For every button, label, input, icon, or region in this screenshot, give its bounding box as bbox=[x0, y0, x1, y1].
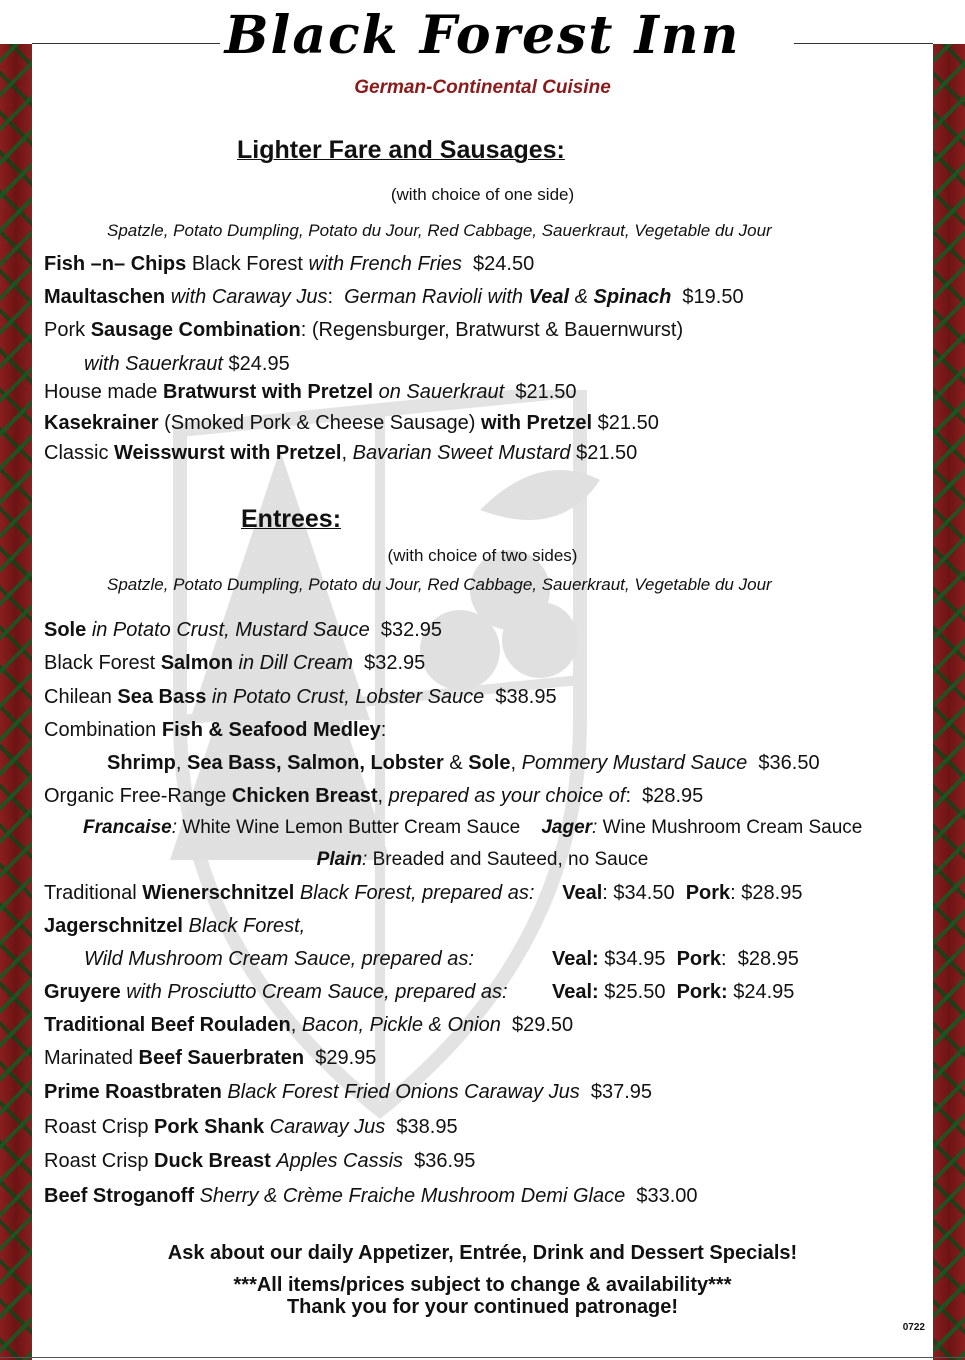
menu-item: Roast Crisp Pork Shank Caraway Jus $38.95 bbox=[44, 1116, 458, 1138]
menu-item-detail: Plain: Breaded and Sauteed, no Sauce bbox=[316, 849, 649, 870]
menu-item: Black Forest Salmon in Dill Cream $32.95 bbox=[44, 652, 426, 674]
menu-item: Roast Crisp Duck Breast Apples Cassis $36.95 bbox=[44, 1150, 476, 1172]
menu-item-detail: Francaise: White Wine Lemon Butter Cream Sauce Jager: Wine Mushroom Cream Sauce bbox=[83, 817, 863, 838]
menu-item: Prime Roastbraten Black Forest Fried Onions Caraway Jus $37.95 bbox=[44, 1081, 653, 1103]
menu-item: Fish –n– Chips Black Forest with French Fries $24.50 bbox=[44, 253, 535, 275]
menu-item: Organic Free-Range Chicken Breast, prepared as your choice of: $28.95 bbox=[44, 785, 704, 807]
menu-item-prices: Veal: $25.50 Pork: $24.95 bbox=[552, 981, 795, 1003]
menu-item: Combination Fish & Seafood Medley: bbox=[44, 719, 387, 741]
specials-note: Ask about our daily Appetizer, Entrée, Drink and Dessert Specials! bbox=[167, 1242, 798, 1264]
menu-item: Classic Weisswurst with Pretzel, Bavarian Sweet Mustard $21.50 bbox=[44, 442, 638, 464]
menu-item-detail: Shrimp, Sea Bass, Salmon, Lobster & Sole, Pommery Mustard Sauce $36.50 bbox=[107, 752, 820, 774]
entrees-side-note: (with choice of two sides) bbox=[387, 546, 578, 565]
entrees-sides-list: Spatzle, Potato Dumpling, Potato du Jour, Red Cabbage, Sauerkraut, Vegetable du Jour bbox=[107, 575, 772, 594]
bottom-rule bbox=[0, 1357, 965, 1358]
menu-item: Traditional Wienerschnitzel Black Forest, prepared as: Veal: $34.50 Pork: $28.95 bbox=[44, 882, 803, 904]
menu-item-prices: Veal: $34.95 Pork: $28.95 bbox=[552, 948, 799, 970]
menu-item: Kasekrainer (Smoked Pork & Cheese Sausage) with Pretzel $21.50 bbox=[44, 412, 659, 434]
menu-item: Pork Sausage Combination: (Regensburger, Bratwurst & Bauernwurst) bbox=[44, 319, 684, 341]
lighter-sides-list: Spatzle, Potato Dumpling, Potato du Jour, Red Cabbage, Sauerkraut, Vegetable du Jour bbox=[107, 221, 772, 240]
menu-item: Chilean Sea Bass in Potato Crust, Lobster Sauce $38.95 bbox=[44, 686, 557, 708]
menu-item: Maultaschen with Caraway Jus: German Ravioli with Veal & Spinach $19.50 bbox=[44, 286, 744, 308]
restaurant-subtitle: German-Continental Cuisine bbox=[354, 77, 611, 98]
menu-item: Jagerschnitzel Black Forest, bbox=[44, 915, 306, 937]
menu-item: House made Bratwurst with Pretzel on Sauerkraut $21.50 bbox=[44, 381, 577, 403]
menu-item: Marinated Beef Sauerbraten $29.95 bbox=[44, 1047, 377, 1069]
menu-item-detail: with Sauerkraut $24.95 bbox=[84, 353, 290, 375]
menu-item: Beef Stroganoff Sherry & Crème Fraiche Mushroom Demi Glace $33.00 bbox=[44, 1185, 698, 1207]
tartan-border-right bbox=[933, 44, 965, 1360]
entrees-heading: Entrees: bbox=[241, 505, 342, 533]
menu-item: Sole in Potato Crust, Mustard Sauce $32.95 bbox=[44, 619, 443, 641]
menu-item: Traditional Beef Rouladen, Bacon, Pickle & Onion $29.50 bbox=[44, 1014, 574, 1036]
lighter-fare-heading: Lighter Fare and Sausages: bbox=[237, 136, 565, 164]
lighter-side-note: (with choice of one side) bbox=[390, 185, 575, 204]
menu-item: Gruyere with Prosciutto Cream Sauce, prepared as: bbox=[44, 981, 508, 1003]
menu-item-detail: Wild Mushroom Cream Sauce, prepared as: bbox=[84, 948, 474, 970]
restaurant-title: Black Forest Inn bbox=[224, 5, 741, 66]
thank-you-note: Thank you for your continued patronage! bbox=[286, 1296, 679, 1318]
disclaimer-note: ***All items/prices subject to change & availability*** bbox=[233, 1274, 732, 1296]
menu-code: 0722 bbox=[902, 1322, 925, 1333]
tartan-border-left bbox=[0, 44, 32, 1360]
